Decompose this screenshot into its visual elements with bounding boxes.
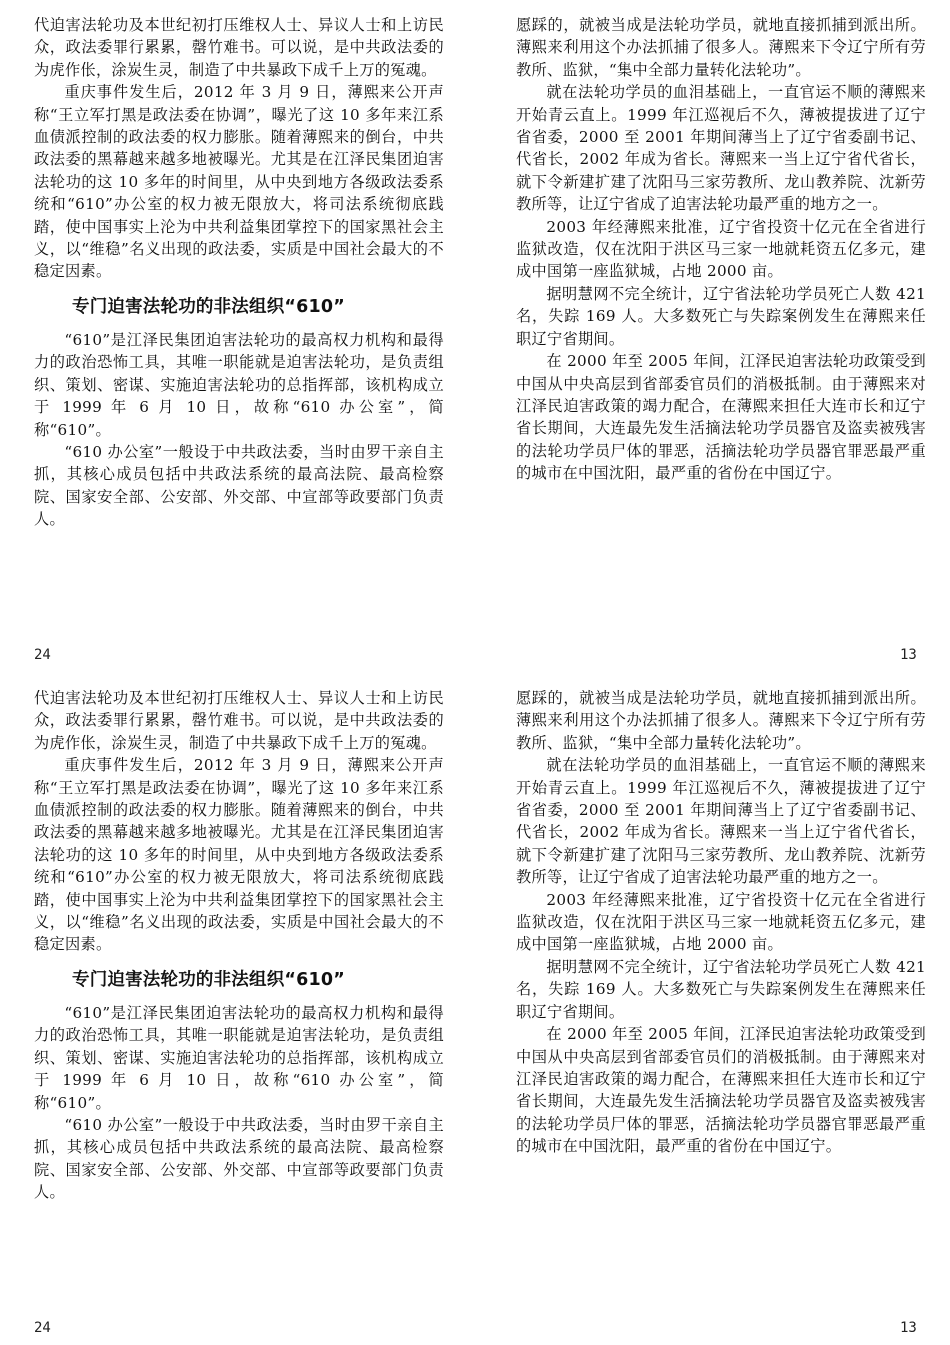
paragraph: 代迫害法轮功及本世纪初打压维权人士、异议人士和上访民众，政法委罪行累累，罄竹难书。可以说，是中共政法委的为虎作伥，涂炭生灵，制造了中共暴政下成千上万的冤魂。	[34, 689, 444, 752]
paragraph: “610 办公室”一般设于中共政法委，当时由罗干亲自主抓，其核心成员包括中共政法系统的最高法院、最高检察院、国家安全部、公安部、外交部、中宣部等政要部门负责人。	[34, 442, 444, 529]
paragraph: 据明慧网不完全统计，辽宁省法轮功学员死亡人数 421 名，失踪 169 人。大多数死亡与失踪案例发生在薄熙来任职辽宁省期间。	[516, 284, 926, 348]
section-heading: 专门迫害法轮功的非法组织“610”	[72, 296, 345, 317]
page-number-left: 24	[34, 1320, 51, 1336]
left-column	[34, 14, 444, 531]
paragraph: 愿踩的，就被当成是法轮功学员，就地直接抓捕到派出所。薄熙来利用这个办法抓捕了很多人。薄熙来下令辽宁所有劳教所、监狱，“集中全部力量转化法轮功”。	[516, 16, 926, 79]
paragraph: 就在法轮功学员的血泪基础上，一直官运不顺的薄熙来开始青云直上。1999 年江巡视后不久，薄被提拔进了辽宁省省委，2000 至 2001 年期间薄当上了辽宁省委副书记、代省长，2002 年成为省长。薄熙来一当上辽宁省代省长，就下令新建扩建了沈阳马三家劳教所、龙山教养院、沈新劳教所等，让辽宁省成了迫害法轮功最严重的地方之一。	[516, 756, 926, 887]
paragraph: “610 办公室”一般设于中共政法委，当时由罗干亲自主抓，其核心成员包括中共政法系统的最高法院、最高检察院、国家安全部、公安部、外交部、中宣部等政要部门负责人。	[34, 1115, 444, 1202]
paragraph: 据明慧网不完全统计，辽宁省法轮功学员死亡人数 421 名，失踪 169 人。大多数死亡与失踪案例发生在薄熙来任职辽宁省期间。	[516, 957, 926, 1021]
paragraph: 2003 年经薄熙来批准，辽宁省投资十亿元在全省进行监狱改造，仅在沈阳于洪区马三家一地就耗资五亿多元，建成中国第一座监狱城，占地 2000 亩。	[516, 217, 926, 281]
section-heading: 专门迫害法轮功的非法组织“610”	[72, 969, 345, 990]
paragraph: 在 2000 年至 2005 年间，江泽民迫害法轮功政策受到中国从中央高层到省部委官员们的消极抵制。由于薄熙来对江泽民迫害政策的竭力配合，在薄熙来担任大连市长和辽宁省长期间，大连最先发生活摘法轮功学员器官及盗卖被残害的法轮功学员尸体的罪恶，活摘法轮功学员器官罪恶最严重的城市在中国沈阳，最严重的省份在中国辽宁。	[516, 352, 926, 483]
page-number-left: 24	[34, 647, 51, 663]
paragraph: 愿踩的，就被当成是法轮功学员，就地直接抓捕到派出所。薄熙来利用这个办法抓捕了很多人。薄熙来下令辽宁所有劳教所、监狱，“集中全部力量转化法轮功”。	[516, 689, 926, 752]
page-spread-top	[0, 0, 950, 672]
right-column	[516, 687, 926, 1158]
paragraph: “610”是江泽民集团迫害法轮功的最高权力机构和最得力的政治恐怖工具，其唯一职能就是迫害法轮功，是负责组织、策划、密谋、实施迫害法轮功的总指挥部，该机构成立于 1999 年 6 月 10 日，故称“610 办公室”，简称“610”。	[34, 330, 444, 439]
page-number-right: 13	[900, 647, 917, 663]
paragraph: 重庆事件发生后，2012 年 3 月 9 日，薄熙来公开声称“王立军打黑是政法委在协调”，曝光了这 10 多年来江系血债派控制的政法委的权力膨胀。随着薄熙来的倒台，中共政法委的黑幕越来越多地被曝光。尤其是在江泽民集团迫害法轮功的这 10 多年的时间里，从中央到地方各级政法委系统和“610”办公室的权力被无限放大，将司法系统彻底践踏，使中国事实上沦为中共利益集团掌控下的国家黑社会主义，以“维稳”名义出现的政法委，实质是中国社会最大的不稳定因素。	[34, 83, 444, 281]
right-column	[516, 14, 926, 485]
paragraph: 代迫害法轮功及本世纪初打压维权人士、异议人士和上访民众，政法委罪行累累，罄竹难书。可以说，是中共政法委的为虎作伥，涂炭生灵，制造了中共暴政下成千上万的冤魂。	[34, 16, 444, 79]
left-column	[34, 687, 444, 1204]
paragraph: 2003 年经薄熙来批准，辽宁省投资十亿元在全省进行监狱改造，仅在沈阳于洪区马三家一地就耗资五亿多元，建成中国第一座监狱城，占地 2000 亩。	[516, 890, 926, 954]
paragraph: 在 2000 年至 2005 年间，江泽民迫害法轮功政策受到中国从中央高层到省部委官员们的消极抵制。由于薄熙来对江泽民迫害政策的竭力配合，在薄熙来担任大连市长和辽宁省长期间，大连最先发生活摘法轮功学员器官及盗卖被残害的法轮功学员尸体的罪恶，活摘法轮功学员器官罪恶最严重的城市在中国沈阳，最严重的省份在中国辽宁。	[516, 1025, 926, 1156]
page-spread-bottom	[0, 673, 950, 1345]
paragraph: “610”是江泽民集团迫害法轮功的最高权力机构和最得力的政治恐怖工具，其唯一职能就是迫害法轮功，是负责组织、策划、密谋、实施迫害法轮功的总指挥部，该机构成立于 1999 年 6 月 10 日，故称“610 办公室”，简称“610”。	[34, 1003, 444, 1112]
paragraph: 就在法轮功学员的血泪基础上，一直官运不顺的薄熙来开始青云直上。1999 年江巡视后不久，薄被提拔进了辽宁省省委，2000 至 2001 年期间薄当上了辽宁省委副书记、代省长，2002 年成为省长。薄熙来一当上辽宁省代省长，就下令新建扩建了沈阳马三家劳教所、龙山教养院、沈新劳教所等，让辽宁省成了迫害法轮功最严重的地方之一。	[516, 83, 926, 214]
paragraph: 重庆事件发生后，2012 年 3 月 9 日，薄熙来公开声称“王立军打黑是政法委在协调”，曝光了这 10 多年来江系血债派控制的政法委的权力膨胀。随着薄熙来的倒台，中共政法委的黑幕越来越多地被曝光。尤其是在江泽民集团迫害法轮功的这 10 多年的时间里，从中央到地方各级政法委系统和“610”办公室的权力被无限放大，将司法系统彻底践踏，使中国事实上沦为中共利益集团掌控下的国家黑社会主义，以“维稳”名义出现的政法委，实质是中国社会最大的不稳定因素。	[34, 756, 444, 954]
page-number-right: 13	[900, 1320, 917, 1336]
